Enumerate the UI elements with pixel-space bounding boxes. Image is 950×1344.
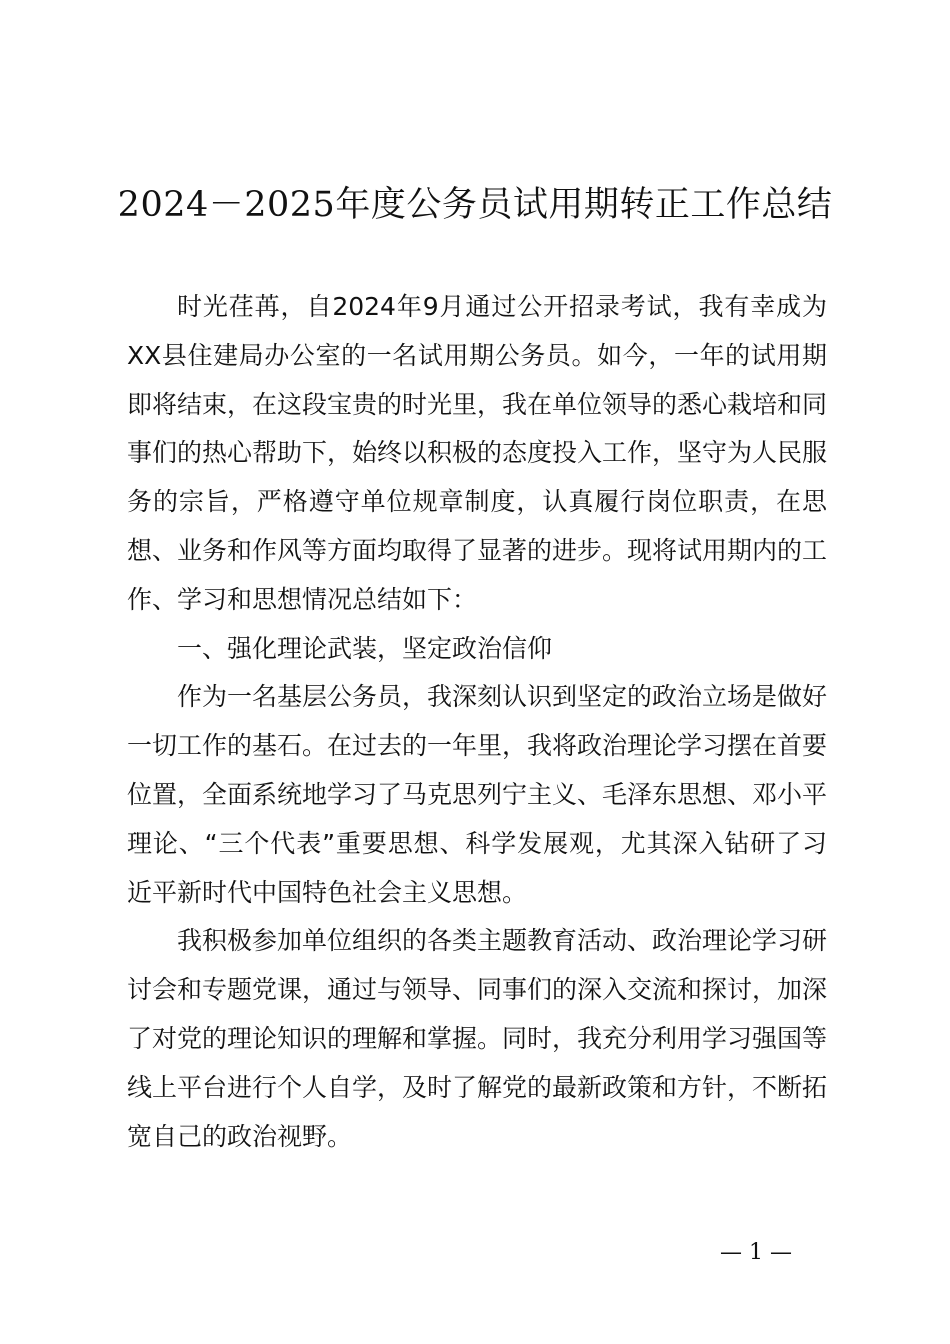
page-number: — 1 — <box>720 1240 792 1265</box>
section-1-paragraph-1: 作为一名基层公务员，我深刻认识到坚定的政治立场是做好一切工作的基石。在过去的一年里，我将政治理论学习摆在首要位置，全面系统地学习了马克思列宁主义、毛泽东思想、邓小平理论、“三个代表”重要思想、科学发展观，尤其深入钻研了习近平新时代中国特色社会主义思想。 <box>127 682 828 907</box>
section-heading-1: 一、强化理论武装，坚定政治信仰 <box>177 633 553 663</box>
section-1-paragraph-2: 我积极参加单位组织的各类主题教育活动、政治理论学习研讨会和专题党课，通过与领导、同事们的深入交流和探讨，加深了对党的理论知识的理解和掌握。同时，我充分利用学习强国等线上平台进行个人自学，及时了解党的最新政策和方针，不断拓宽自己的政治视野。 <box>127 926 828 1151</box>
intro-paragraph: 时光荏苒，自2024年9月通过公开招录考试，我有幸成为XX县住建局办公室的一名试用期公务员。如今，一年的试用期即将结束，在这段宝贵的时光里，我在单位领导的悉心栽培和同事们的热心帮助下，始终以积极的态度投入工作，坚守为人民服务的宗旨，严格遵守单位规章制度，认真履行岗位职责，在思想、业务和作风等方面均取得了显著的进步。现将试用期内的工作、学习和思想情况总结如下： <box>127 292 828 614</box>
document-title: 2024－2025年度公务员试用期转正工作总结 <box>117 185 833 225</box>
document-body <box>127 283 827 1161</box>
